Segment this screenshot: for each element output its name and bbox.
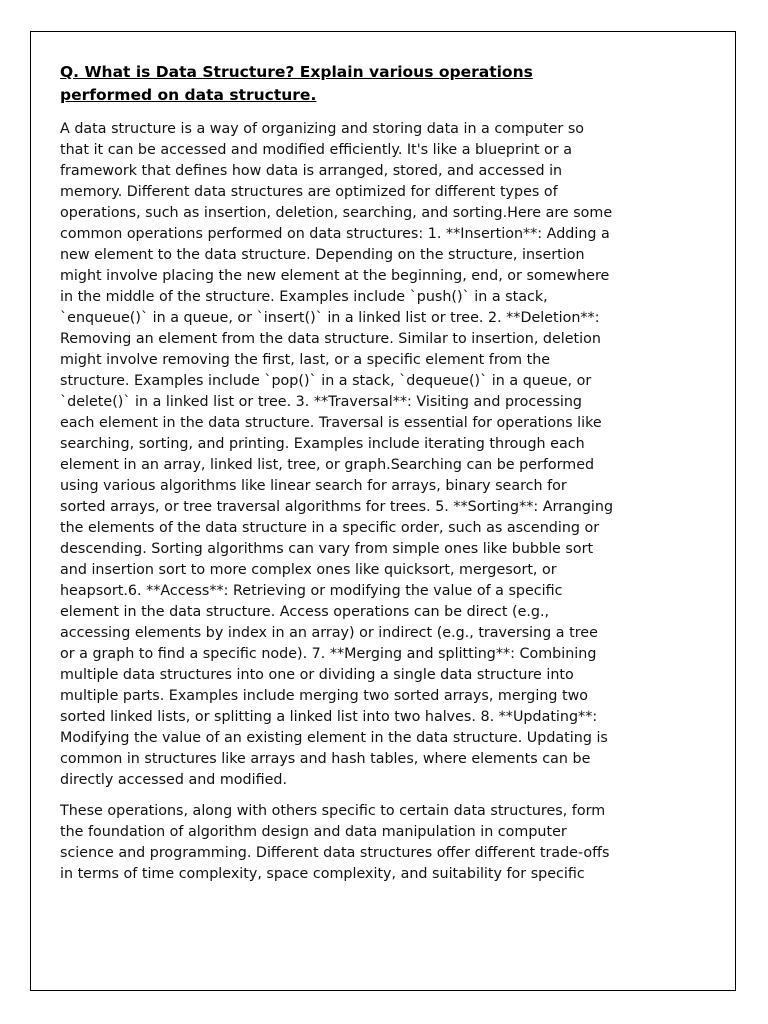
text-line: using various algorithms like linear search for arrays, binary search for — [60, 478, 567, 494]
text-line: These operations, along with others specific to certain data structures, form — [60, 803, 606, 819]
text-line: might involve removing the first, last, or a specific element from the — [60, 352, 551, 368]
text-line: the elements of the data structure in a specific order, such as ascending or — [60, 520, 600, 536]
text-line: common operations performed on data structures: 1. **Insertion**: Adding a — [60, 226, 610, 242]
text-line: multiple parts. Examples include merging two sorted arrays, merging two — [60, 688, 589, 704]
document-content — [60, 61, 650, 885]
text-line: accessing elements by index in an array) or indirect (e.g., traversing a tree — [60, 625, 598, 641]
question-heading — [60, 61, 650, 107]
text-line: multiple data structures into one or dividing a single data structure into — [60, 667, 574, 683]
text-line: descending. Sorting algorithms can vary from simple ones like bubble sort — [60, 541, 594, 557]
text-line: Removing an element from the data structure. Similar to insertion, deletion — [60, 331, 601, 347]
text-line: and insertion sort to more complex ones like quicksort, mergesort, or — [60, 562, 557, 578]
text-line: each element in the data structure. Traversal is essential for operations like — [60, 415, 602, 431]
text-line: directly accessed and modified. — [60, 772, 288, 788]
text-line: framework that defines how data is arranged, stored, and accessed in — [60, 163, 563, 179]
heading-line: performed on data structure. — [60, 86, 317, 104]
text-line: that it can be accessed and modified efficiently. It's like a blueprint or a — [60, 142, 572, 158]
text-line: common in structures like arrays and hash tables, where elements can be — [60, 751, 591, 767]
text-line: new element to the data structure. Depending on the structure, insertion — [60, 247, 585, 263]
text-line: science and programming. Different data structures offer different trade-offs — [60, 845, 610, 861]
text-line: sorted linked lists, or splitting a linked list into two halves. 8. **Updating**: — [60, 709, 598, 725]
text-line: or a graph to find a specific node). 7. **Merging and splitting**: Combining — [60, 646, 597, 662]
text-line: in terms of time complexity, space complexity, and suitability for specific — [60, 866, 585, 882]
text-line: memory. Different data structures are optimized for different types of — [60, 184, 558, 200]
text-line: the foundation of algorithm design and data manipulation in computer — [60, 824, 567, 840]
text-line: element in the data structure. Access operations can be direct (e.g., — [60, 604, 550, 620]
text-line: `enqueue()` in a queue, or `insert()` in a linked list or tree. 2. **Deletion**: — [60, 310, 600, 326]
text-line: A data structure is a way of organizing and storing data in a computer so — [60, 121, 585, 137]
text-line: might involve placing the new element at the beginning, end, or somewhere — [60, 268, 610, 284]
conclusion-paragraph — [60, 801, 650, 885]
text-line: operations, such as insertion, deletion, searching, and sorting.Here are some — [60, 205, 613, 221]
answer-paragraph — [60, 119, 650, 791]
text-line: in the middle of the structure. Examples include `push()` in a stack, — [60, 289, 548, 305]
text-line: structure. Examples include `pop()` in a stack, `dequeue()` in a queue, or — [60, 373, 592, 389]
text-line: Modifying the value of an existing element in the data structure. Updating is — [60, 730, 608, 746]
text-line: heapsort.6. **Access**: Retrieving or modifying the value of a specific — [60, 583, 563, 599]
text-line: element in an array, linked list, tree, or graph.Searching can be performed — [60, 457, 595, 473]
text-line: searching, sorting, and printing. Examples include iterating through each — [60, 436, 585, 452]
text-line: sorted arrays, or tree traversal algorithms for trees. 5. **Sorting**: Arranging — [60, 499, 614, 515]
text-line: `delete()` in a linked list or tree. 3. **Traversal**: Visiting and processing — [60, 394, 583, 410]
heading-line: Q. What is Data Structure? Explain various operations — [60, 63, 533, 81]
